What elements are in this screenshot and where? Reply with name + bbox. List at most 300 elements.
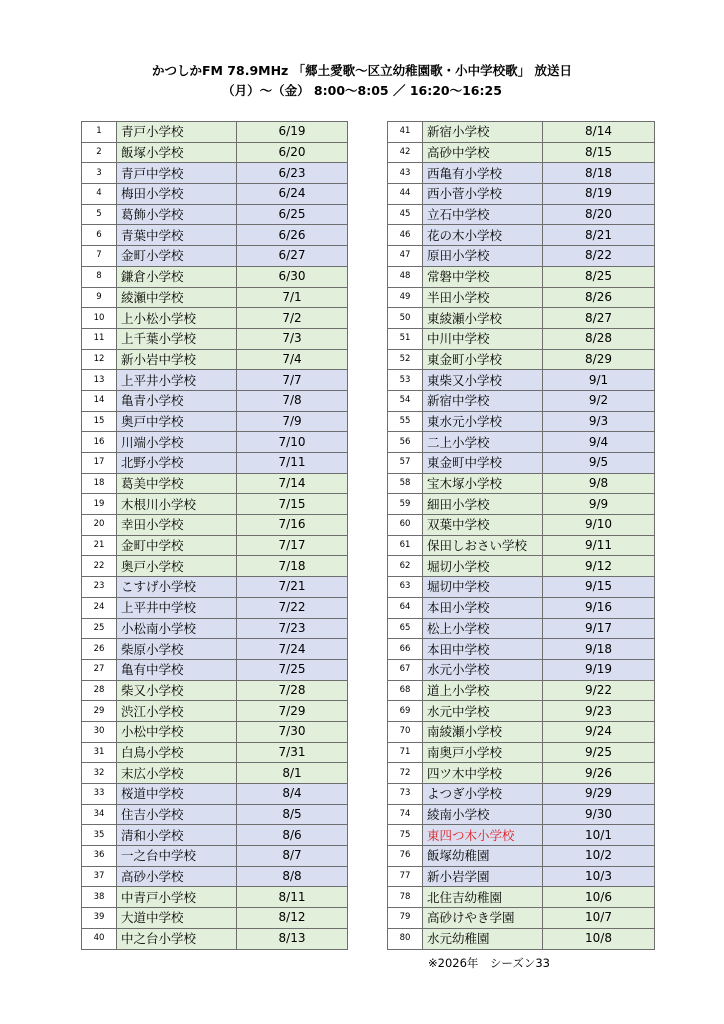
broadcast-date: 9/1 xyxy=(543,370,655,391)
row-number: 22 xyxy=(82,556,117,577)
broadcast-date: 7/10 xyxy=(237,432,348,453)
broadcast-date: 10/2 xyxy=(543,846,655,867)
row-number: 55 xyxy=(388,411,423,432)
row-number: 46 xyxy=(388,225,423,246)
schedule-row xyxy=(82,308,348,329)
schedule-row xyxy=(388,370,655,391)
schedule-row xyxy=(82,494,348,515)
school-name: 末広小学校 xyxy=(117,763,237,784)
schedule-row xyxy=(82,846,348,867)
schedule-row xyxy=(82,142,348,163)
row-number: 2 xyxy=(82,142,117,163)
schedule-row xyxy=(82,763,348,784)
row-number: 50 xyxy=(388,308,423,329)
school-name: 中之台小学校 xyxy=(117,928,237,949)
row-number: 40 xyxy=(82,928,117,949)
school-name: 住吉小学校 xyxy=(117,804,237,825)
school-name: 飯塚幼稚園 xyxy=(423,846,543,867)
school-name: 上平井中学校 xyxy=(117,597,237,618)
broadcast-date: 8/27 xyxy=(543,308,655,329)
school-name: 花の木小学校 xyxy=(423,225,543,246)
broadcast-date: 7/23 xyxy=(237,618,348,639)
row-number: 11 xyxy=(82,328,117,349)
schedule-row xyxy=(388,390,655,411)
schedule-row xyxy=(388,784,655,805)
school-name: 松上小学校 xyxy=(423,618,543,639)
broadcast-date: 7/15 xyxy=(237,494,348,515)
schedule-row xyxy=(82,866,348,887)
row-number: 35 xyxy=(82,825,117,846)
school-name: 柴又小学校 xyxy=(117,680,237,701)
broadcast-date: 7/28 xyxy=(237,680,348,701)
schedule-row xyxy=(388,804,655,825)
schedule-row xyxy=(82,659,348,680)
school-name: 高砂けやき学園 xyxy=(423,908,543,929)
season-footnote: ※2026年 シーズン33 xyxy=(428,956,550,970)
schedule-row xyxy=(388,494,655,515)
school-name: 北住吉幼稚園 xyxy=(423,887,543,908)
row-number: 47 xyxy=(388,246,423,267)
row-number: 18 xyxy=(82,473,117,494)
school-name: 清和小学校 xyxy=(117,825,237,846)
broadcast-date: 9/9 xyxy=(543,494,655,515)
broadcast-date: 9/26 xyxy=(543,763,655,784)
school-name: 水元中学校 xyxy=(423,701,543,722)
row-number: 39 xyxy=(82,908,117,929)
broadcast-date: 7/7 xyxy=(237,370,348,391)
schedule-row xyxy=(388,618,655,639)
school-name: 新宿小学校 xyxy=(423,122,543,143)
broadcast-date: 7/22 xyxy=(237,597,348,618)
school-name: 南綾瀬小学校 xyxy=(423,721,543,742)
schedule-row xyxy=(82,701,348,722)
schedule-row xyxy=(82,473,348,494)
row-number: 68 xyxy=(388,680,423,701)
schedule-row xyxy=(82,804,348,825)
row-number: 23 xyxy=(82,577,117,598)
schedule-row xyxy=(388,866,655,887)
broadcast-date: 8/21 xyxy=(543,225,655,246)
broadcast-date: 7/17 xyxy=(237,535,348,556)
row-number: 71 xyxy=(388,742,423,763)
broadcast-date: 8/22 xyxy=(543,246,655,267)
row-number: 17 xyxy=(82,453,117,474)
schedule-row xyxy=(388,411,655,432)
broadcast-date: 10/1 xyxy=(543,825,655,846)
row-number: 10 xyxy=(82,308,117,329)
broadcast-date: 9/8 xyxy=(543,473,655,494)
school-name: 金町中学校 xyxy=(117,535,237,556)
row-number: 56 xyxy=(388,432,423,453)
school-name: 渋江小学校 xyxy=(117,701,237,722)
school-name: 立石中学校 xyxy=(423,204,543,225)
schedule-row xyxy=(388,928,655,949)
schedule-row xyxy=(82,742,348,763)
schedule-row xyxy=(82,784,348,805)
row-number: 79 xyxy=(388,908,423,929)
schedule-row xyxy=(82,349,348,370)
schedule-row xyxy=(82,556,348,577)
school-name: 半田小学校 xyxy=(423,287,543,308)
schedule-row xyxy=(82,370,348,391)
schedule-row xyxy=(82,266,348,287)
school-name: 東柴又小学校 xyxy=(423,370,543,391)
broadcast-date: 6/26 xyxy=(237,225,348,246)
broadcast-date: 7/25 xyxy=(237,659,348,680)
row-number: 8 xyxy=(82,266,117,287)
row-number: 9 xyxy=(82,287,117,308)
row-number: 51 xyxy=(388,328,423,349)
schedule-row xyxy=(82,515,348,536)
school-name: 鎌倉小学校 xyxy=(117,266,237,287)
school-name: 木根川小学校 xyxy=(117,494,237,515)
schedule-row xyxy=(388,742,655,763)
school-name: 道上小学校 xyxy=(423,680,543,701)
row-number: 32 xyxy=(82,763,117,784)
school-name: 北野小学校 xyxy=(117,453,237,474)
broadcast-date: 9/25 xyxy=(543,742,655,763)
page-title: かつしかFM 78.9MHz 「郷土愛歌～区立幼稚園歌・小中学校歌」 放送日 xyxy=(151,63,573,78)
school-name: 白鳥小学校 xyxy=(117,742,237,763)
schedule-row xyxy=(388,246,655,267)
schedule-row xyxy=(82,246,348,267)
broadcast-date: 7/16 xyxy=(237,515,348,536)
schedule-row xyxy=(388,122,655,143)
row-number: 64 xyxy=(388,597,423,618)
row-number: 61 xyxy=(388,535,423,556)
school-name: 柴原小学校 xyxy=(117,639,237,660)
broadcast-date: 6/23 xyxy=(237,163,348,184)
broadcast-date: 8/12 xyxy=(237,908,348,929)
row-number: 7 xyxy=(82,246,117,267)
schedule-row xyxy=(82,639,348,660)
school-name: 高砂小学校 xyxy=(117,866,237,887)
schedule-table-right xyxy=(387,121,655,950)
row-number: 58 xyxy=(388,473,423,494)
schedule-row xyxy=(388,328,655,349)
schedule-row xyxy=(388,887,655,908)
schedule-row xyxy=(388,763,655,784)
school-name: 一之台中学校 xyxy=(117,846,237,867)
row-number: 57 xyxy=(388,453,423,474)
broadcast-date: 9/12 xyxy=(543,556,655,577)
row-number: 5 xyxy=(82,204,117,225)
school-name: 新小岩中学校 xyxy=(117,349,237,370)
row-number: 24 xyxy=(82,597,117,618)
broadcast-date: 9/4 xyxy=(543,432,655,453)
school-name: 中青戸小学校 xyxy=(117,887,237,908)
school-name: 東金町中学校 xyxy=(423,453,543,474)
school-name: 奥戸中学校 xyxy=(117,411,237,432)
row-number: 52 xyxy=(388,349,423,370)
school-name: こすげ小学校 xyxy=(117,577,237,598)
row-number: 66 xyxy=(388,639,423,660)
broadcast-date: 8/7 xyxy=(237,846,348,867)
row-number: 54 xyxy=(388,390,423,411)
broadcast-date: 9/5 xyxy=(543,453,655,474)
broadcast-date: 9/19 xyxy=(543,659,655,680)
broadcast-date: 7/1 xyxy=(237,287,348,308)
school-name: 堀切中学校 xyxy=(423,577,543,598)
broadcast-date: 9/22 xyxy=(543,680,655,701)
broadcast-date: 6/27 xyxy=(237,246,348,267)
row-number: 67 xyxy=(388,659,423,680)
row-number: 80 xyxy=(388,928,423,949)
schedule-row xyxy=(388,577,655,598)
broadcast-date: 9/23 xyxy=(543,701,655,722)
broadcast-date: 9/3 xyxy=(543,411,655,432)
row-number: 15 xyxy=(82,411,117,432)
school-name: 保田しおさい学校 xyxy=(423,535,543,556)
row-number: 20 xyxy=(82,515,117,536)
schedule-row xyxy=(82,597,348,618)
schedule-row xyxy=(82,411,348,432)
school-name: 東金町小学校 xyxy=(423,349,543,370)
row-number: 65 xyxy=(388,618,423,639)
school-name: 綾瀬中学校 xyxy=(117,287,237,308)
school-name: 水元小学校 xyxy=(423,659,543,680)
schedule-row xyxy=(388,908,655,929)
broadcast-date: 7/2 xyxy=(237,308,348,329)
schedule-row xyxy=(388,225,655,246)
broadcast-date: 7/29 xyxy=(237,701,348,722)
schedule-row xyxy=(388,266,655,287)
broadcast-date: 10/3 xyxy=(543,866,655,887)
row-number: 26 xyxy=(82,639,117,660)
schedule-row xyxy=(82,453,348,474)
school-name: 幸田小学校 xyxy=(117,515,237,536)
schedule-row xyxy=(388,308,655,329)
broadcast-date: 10/6 xyxy=(543,887,655,908)
school-name: 中川中学校 xyxy=(423,328,543,349)
broadcast-date: 6/24 xyxy=(237,184,348,205)
schedule-row xyxy=(82,928,348,949)
school-name: 小松南小学校 xyxy=(117,618,237,639)
row-number: 27 xyxy=(82,659,117,680)
broadcast-date: 7/8 xyxy=(237,390,348,411)
schedule-row xyxy=(388,163,655,184)
broadcast-date: 8/5 xyxy=(237,804,348,825)
broadcast-date: 6/25 xyxy=(237,204,348,225)
schedule-row xyxy=(388,287,655,308)
schedule-row xyxy=(82,680,348,701)
schedule-row xyxy=(388,535,655,556)
school-name: 大道中学校 xyxy=(117,908,237,929)
schedule-row xyxy=(82,908,348,929)
row-number: 19 xyxy=(82,494,117,515)
row-number: 60 xyxy=(388,515,423,536)
row-number: 62 xyxy=(388,556,423,577)
broadcast-date: 7/4 xyxy=(237,349,348,370)
row-number: 75 xyxy=(388,825,423,846)
row-number: 41 xyxy=(388,122,423,143)
schedule-row xyxy=(82,163,348,184)
broadcast-date: 9/15 xyxy=(543,577,655,598)
broadcast-date: 8/4 xyxy=(237,784,348,805)
row-number: 45 xyxy=(388,204,423,225)
school-name: 常磐中学校 xyxy=(423,266,543,287)
schedule-row xyxy=(388,846,655,867)
school-name: 本田中学校 xyxy=(423,639,543,660)
school-name: 青戸小学校 xyxy=(117,122,237,143)
school-name: 青葉中学校 xyxy=(117,225,237,246)
broadcast-time-subtitle: （月）～（金） 8:00～8:05 ／ 16:20～16:25 xyxy=(222,83,502,98)
broadcast-date: 6/30 xyxy=(237,266,348,287)
broadcast-date: 8/19 xyxy=(543,184,655,205)
row-number: 70 xyxy=(388,721,423,742)
broadcast-date: 8/26 xyxy=(543,287,655,308)
school-name: 上千葉小学校 xyxy=(117,328,237,349)
schedule-row xyxy=(388,556,655,577)
broadcast-date: 8/1 xyxy=(237,763,348,784)
school-name: 本田小学校 xyxy=(423,597,543,618)
schedule-row xyxy=(388,204,655,225)
schedule-row xyxy=(388,515,655,536)
broadcast-date: 8/13 xyxy=(237,928,348,949)
row-number: 14 xyxy=(82,390,117,411)
row-number: 30 xyxy=(82,721,117,742)
broadcast-date: 9/29 xyxy=(543,784,655,805)
schedule-table-left xyxy=(81,121,348,950)
schedule-row xyxy=(82,618,348,639)
row-number: 53 xyxy=(388,370,423,391)
school-name: 南奥戸小学校 xyxy=(423,742,543,763)
school-name: 飯塚小学校 xyxy=(117,142,237,163)
broadcast-date: 7/31 xyxy=(237,742,348,763)
row-number: 33 xyxy=(82,784,117,805)
school-name: 亀有中学校 xyxy=(117,659,237,680)
broadcast-date: 7/24 xyxy=(237,639,348,660)
school-name: 新宿中学校 xyxy=(423,390,543,411)
schedule-row xyxy=(82,432,348,453)
row-number: 21 xyxy=(82,535,117,556)
school-name: 西小菅小学校 xyxy=(423,184,543,205)
row-number: 12 xyxy=(82,349,117,370)
row-number: 28 xyxy=(82,680,117,701)
school-name: 細田小学校 xyxy=(423,494,543,515)
school-name: 原田小学校 xyxy=(423,246,543,267)
school-name: 二上小学校 xyxy=(423,432,543,453)
row-number: 63 xyxy=(388,577,423,598)
broadcast-date: 8/11 xyxy=(237,887,348,908)
broadcast-date: 8/15 xyxy=(543,142,655,163)
row-number: 48 xyxy=(388,266,423,287)
school-name: 新小岩学園 xyxy=(423,866,543,887)
row-number: 6 xyxy=(82,225,117,246)
broadcast-date: 7/9 xyxy=(237,411,348,432)
row-number: 72 xyxy=(388,763,423,784)
school-name: 亀青小学校 xyxy=(117,390,237,411)
school-name: 上小松小学校 xyxy=(117,308,237,329)
school-name: 梅田小学校 xyxy=(117,184,237,205)
broadcast-date: 8/28 xyxy=(543,328,655,349)
row-number: 29 xyxy=(82,701,117,722)
broadcast-date: 7/18 xyxy=(237,556,348,577)
school-name: 葛美中学校 xyxy=(117,473,237,494)
schedule-row xyxy=(388,659,655,680)
broadcast-date: 8/8 xyxy=(237,866,348,887)
row-number: 3 xyxy=(82,163,117,184)
school-name: 奥戸小学校 xyxy=(117,556,237,577)
schedule-row xyxy=(82,184,348,205)
schedule-row xyxy=(388,142,655,163)
schedule-row xyxy=(82,204,348,225)
schedule-row xyxy=(388,349,655,370)
broadcast-date: 9/10 xyxy=(543,515,655,536)
broadcast-date: 9/18 xyxy=(543,639,655,660)
broadcast-date: 8/25 xyxy=(543,266,655,287)
broadcast-date: 8/29 xyxy=(543,349,655,370)
schedule-row xyxy=(388,453,655,474)
school-name: 桜道中学校 xyxy=(117,784,237,805)
schedule-row xyxy=(82,390,348,411)
schedule-row xyxy=(388,473,655,494)
row-number: 74 xyxy=(388,804,423,825)
school-name: 川端小学校 xyxy=(117,432,237,453)
row-number: 4 xyxy=(82,184,117,205)
schedule-row xyxy=(388,432,655,453)
broadcast-date: 8/6 xyxy=(237,825,348,846)
row-number: 44 xyxy=(388,184,423,205)
broadcast-date: 9/17 xyxy=(543,618,655,639)
school-name: 葛飾小学校 xyxy=(117,204,237,225)
school-name: 金町小学校 xyxy=(117,246,237,267)
schedule-row xyxy=(82,287,348,308)
school-name: 東四つ木小学校 xyxy=(423,825,543,846)
row-number: 59 xyxy=(388,494,423,515)
schedule-row xyxy=(82,328,348,349)
broadcast-date: 9/24 xyxy=(543,721,655,742)
row-number: 25 xyxy=(82,618,117,639)
schedule-row xyxy=(82,577,348,598)
school-name: 西亀有小学校 xyxy=(423,163,543,184)
row-number: 13 xyxy=(82,370,117,391)
row-number: 49 xyxy=(388,287,423,308)
broadcast-date: 8/18 xyxy=(543,163,655,184)
row-number: 76 xyxy=(388,846,423,867)
school-name: 宝木塚小学校 xyxy=(423,473,543,494)
broadcast-date: 10/8 xyxy=(543,928,655,949)
schedule-row xyxy=(388,825,655,846)
row-number: 1 xyxy=(82,122,117,143)
row-number: 34 xyxy=(82,804,117,825)
school-name: 東水元小学校 xyxy=(423,411,543,432)
broadcast-date: 9/30 xyxy=(543,804,655,825)
schedule-row xyxy=(82,122,348,143)
school-name: 綾南小学校 xyxy=(423,804,543,825)
row-number: 38 xyxy=(82,887,117,908)
schedule-row xyxy=(388,639,655,660)
broadcast-date: 7/3 xyxy=(237,328,348,349)
row-number: 73 xyxy=(388,784,423,805)
row-number: 36 xyxy=(82,846,117,867)
broadcast-date: 7/14 xyxy=(237,473,348,494)
broadcast-date: 6/19 xyxy=(237,122,348,143)
row-number: 43 xyxy=(388,163,423,184)
broadcast-date: 7/30 xyxy=(237,721,348,742)
school-name: 四ツ木中学校 xyxy=(423,763,543,784)
school-name: 青戸中学校 xyxy=(117,163,237,184)
school-name: 高砂中学校 xyxy=(423,142,543,163)
schedule-row xyxy=(82,535,348,556)
schedule-row xyxy=(388,701,655,722)
row-number: 77 xyxy=(388,866,423,887)
broadcast-date: 8/14 xyxy=(543,122,655,143)
broadcast-date: 9/2 xyxy=(543,390,655,411)
row-number: 42 xyxy=(388,142,423,163)
school-name: 東綾瀬小学校 xyxy=(423,308,543,329)
schedule-row xyxy=(82,721,348,742)
